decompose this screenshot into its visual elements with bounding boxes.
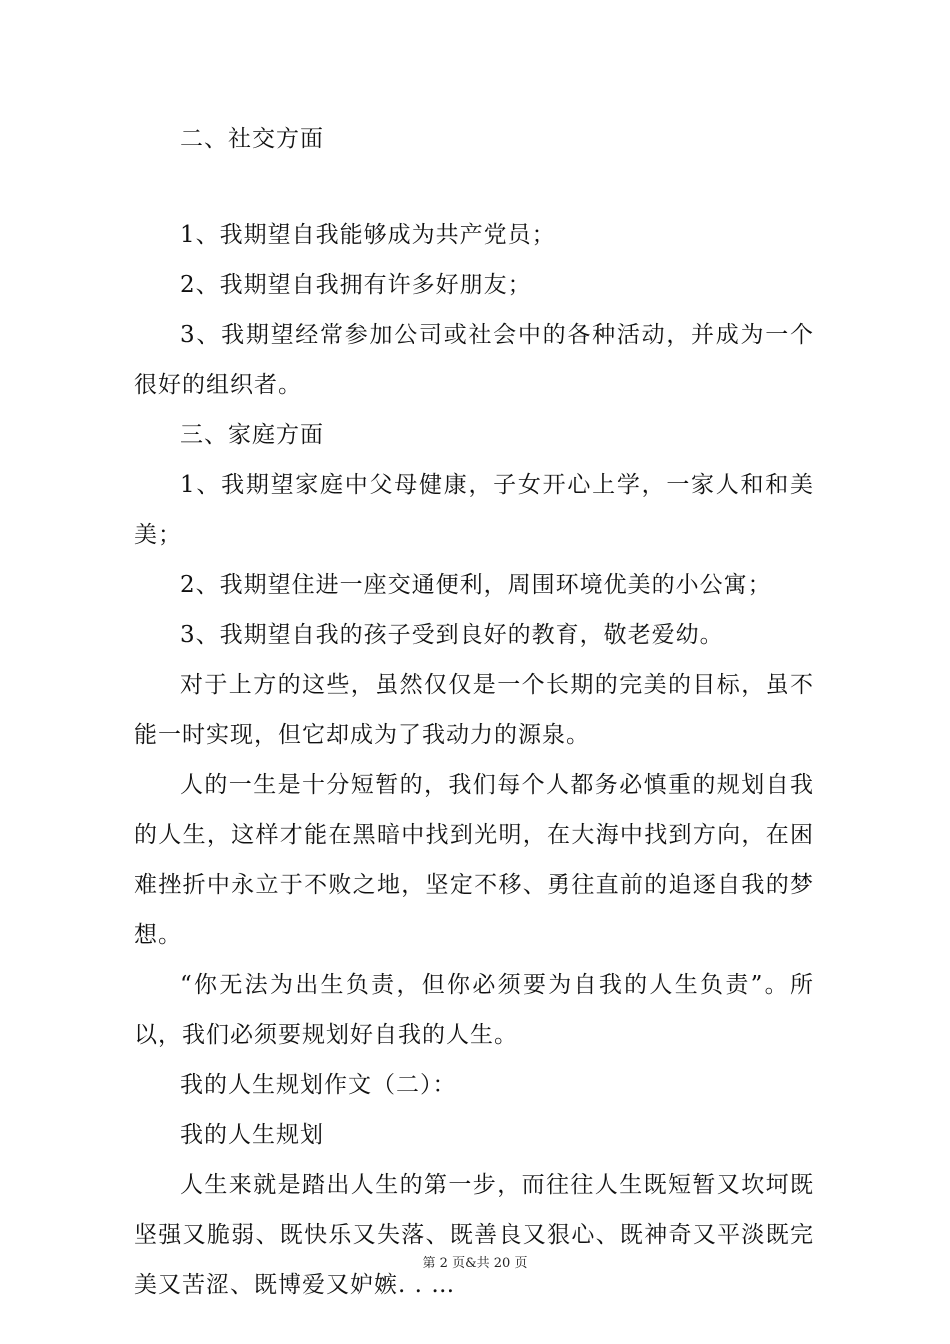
list-item-family-3: 3、我期望自我的孩子受到良好的教育，敬老爱幼。 — [180, 622, 724, 648]
list-item-social-1: 1、我期望自我能够成为共产党员； — [180, 222, 556, 248]
essay-subtitle: 我的人生规划作文（二）： — [180, 1072, 457, 1098]
list-item-family-2: 2、我期望住进一座交通便利，周围环境优美的小公寓； — [180, 572, 772, 598]
section-heading-social: 二、社交方面 — [180, 126, 324, 152]
body-paragraph: “你无法为出生负责，但你必须要为自我的人生负责”。所以，我们必须要规划好自我的人生。 — [134, 972, 814, 1048]
blank-line — [134, 164, 814, 210]
list-item-social-2: 2、我期望自我拥有许多好朋友； — [180, 272, 532, 298]
document-body — [134, 114, 814, 1310]
list-item-family-1: 1、我期望家庭中父母健康，子女开心上学，一家人和和美美； — [134, 472, 814, 548]
body-paragraph: 人生来就是踏出人生的第一步，而往往人生既短暂又坎坷既坚强又脆弱、既快乐又失落、既善良又狠心、既神奇又平淡既完美又苦涩、既博爱又妒嫉. . … — [134, 1172, 814, 1298]
section-heading-family: 三、家庭方面 — [180, 422, 324, 448]
essay-title: 我的人生规划 — [180, 1122, 324, 1148]
body-paragraph: 人的一生是十分短暂的，我们每个人都务必慎重的规划自我的人生，这样才能在黑暗中找到光明，在大海中找到方向，在困难挫折中永立于不败之地，坚定不移、勇往直前的追逐自我的梦想。 — [134, 772, 814, 948]
page-number-footer: 第 2 页&共 20 页 — [422, 1256, 528, 1271]
list-item-social-3: 3、我期望经常参加公司或社会中的各种活动，并成为一个很好的组织者。 — [134, 322, 814, 398]
body-paragraph: 对于上方的这些，虽然仅仅是一个长期的完美的目标，虽不能一时实现，但它却成为了我动力的源泉。 — [134, 672, 814, 748]
